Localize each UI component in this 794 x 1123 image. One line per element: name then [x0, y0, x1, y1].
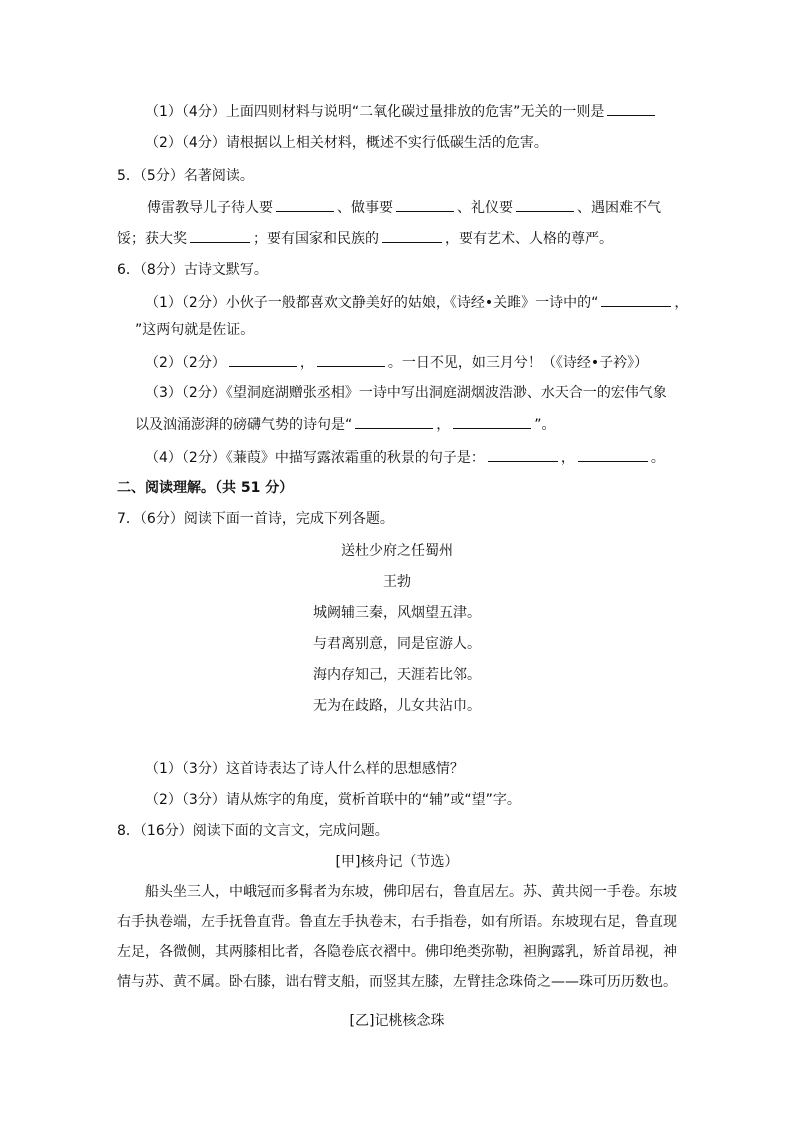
- q6-text: 以及汹涌澎湃的磅礴气势的诗句是“: [135, 417, 353, 433]
- q6-text: ”。: [534, 417, 556, 433]
- q6-text: 。: [650, 450, 665, 466]
- q5-text: 、礼仪要: [457, 200, 513, 216]
- answer-blank[interactable]: [601, 292, 671, 307]
- answer-blank[interactable]: [453, 414, 531, 429]
- q5-text: 馁；获大奖: [117, 231, 187, 247]
- q6-text: ，: [436, 417, 451, 433]
- q5-title: 5．（5分）名著阅读。: [117, 168, 254, 184]
- q6-sub3-cont: [135, 414, 556, 435]
- q6-text: 。一日不见，如三月兮！（《诗经•子衿》）: [387, 355, 649, 371]
- answer-blank[interactable]: [607, 101, 655, 116]
- answer-blank[interactable]: [396, 197, 454, 212]
- q6-sub2: [145, 352, 648, 373]
- poem-line: 城阙辅三秦，风烟望五津。: [313, 605, 481, 621]
- answer-blank[interactable]: [355, 414, 433, 429]
- answer-blank[interactable]: [190, 228, 250, 243]
- q6-sub1: [145, 292, 688, 313]
- q5-line1: [147, 197, 661, 218]
- q6-text: （4）（2分）《蒹葭》中描写露浓霜重的秋景的句子是：: [145, 450, 485, 466]
- poem-line: 与君离别意，同是宦游人。: [313, 636, 481, 652]
- answer-blank[interactable]: [229, 352, 297, 367]
- q5-text: 、遇困难不气: [577, 200, 661, 216]
- q7-title: 7．（6分）阅读下面一首诗，完成下列各题。: [117, 511, 394, 527]
- q6-text: ，: [674, 295, 689, 311]
- q6-sub1-cont: [135, 320, 254, 340]
- answer-blank[interactable]: [317, 352, 385, 367]
- passage-yi-title: [乙]记桃核念珠: [349, 1013, 445, 1029]
- q4-sub1: [145, 101, 658, 122]
- q5-text: 、做事要: [337, 200, 393, 216]
- q6-text: ，: [299, 355, 314, 371]
- q4-sub1-text: （1）（4分）上面四则材料与说明“二氧化碳过量排放的危害”无关的一则是: [145, 104, 605, 120]
- q6-sub4: [145, 447, 665, 468]
- q7-sub1: （1）（3分）这首诗表达了诗人什么样的思想感情？: [145, 761, 464, 777]
- q8-title: 8．（16分）阅读下面的文言文，完成问题。: [117, 823, 389, 839]
- q6-title: 6．（8分）古诗文默写。: [117, 262, 268, 278]
- q5-text: ，要有艺术、人格的尊严。: [445, 231, 613, 247]
- q4-sub2: （2）（4分）请根据以上相关材料，概述不实行低碳生活的危害。: [145, 135, 548, 151]
- answer-blank[interactable]: [578, 447, 648, 462]
- poem-title: 送杜少府之任蜀州: [341, 543, 453, 559]
- poem-line: 海内存知己，天涯若比邻。: [313, 667, 481, 683]
- q5-text: ；要有国家和民族的: [253, 231, 379, 247]
- answer-blank[interactable]: [488, 447, 558, 462]
- answer-blank[interactable]: [382, 228, 442, 243]
- q6-text: （2）（2分）: [145, 355, 226, 371]
- poem-line: 无为在歧路，儿女共沾巾。: [313, 698, 481, 714]
- q7-sub2: （2）（3分）请从炼字的角度，赏析首联中的“辅”或“望”字。: [145, 792, 521, 808]
- q5-line2: [117, 228, 613, 249]
- q6-text: （1）（2分）小伙子一般都喜欢文静美好的姑娘，《诗经•关雎》一诗中的“: [145, 295, 599, 311]
- answer-blank[interactable]: [276, 197, 334, 212]
- passage-jia-text: 船头坐三人，中峨冠而多髯者为东坡，佛印居右，鲁直居左。苏、黄共阅一手卷。东坡右手执卷端，左手抚鲁直背。鲁直左手执卷末，右手指卷，如有所语。东坡现右足，鲁直现左足，各微侧，其两膝相比者，各隐卷底衣褶中。佛印绝类弥勒，袒胸露乳，矫首昂视，神情与苏、黄不属。卧右膝，诎右臂支船，而竖其左膝，左臂挂念珠倚之——珠可历历数也。: [117, 884, 677, 990]
- q6-text: ”这两句就是佐证。: [135, 322, 255, 338]
- answer-blank[interactable]: [516, 197, 574, 212]
- poem-author: 王勃: [383, 574, 411, 590]
- q6-text: ，: [560, 450, 575, 466]
- q5-text: 傅雷教导儿子待人要: [147, 200, 273, 216]
- passage-jia-title: [甲]核舟记（节选）: [335, 854, 459, 870]
- q6-sub3: （3）（2分）《望洞庭湖赠张丞相》一诗中写出洞庭湖烟波浩渺、水天合一的宏伟气象: [145, 385, 667, 401]
- section-heading: 二、阅读理解。（共 51 分）: [117, 480, 294, 496]
